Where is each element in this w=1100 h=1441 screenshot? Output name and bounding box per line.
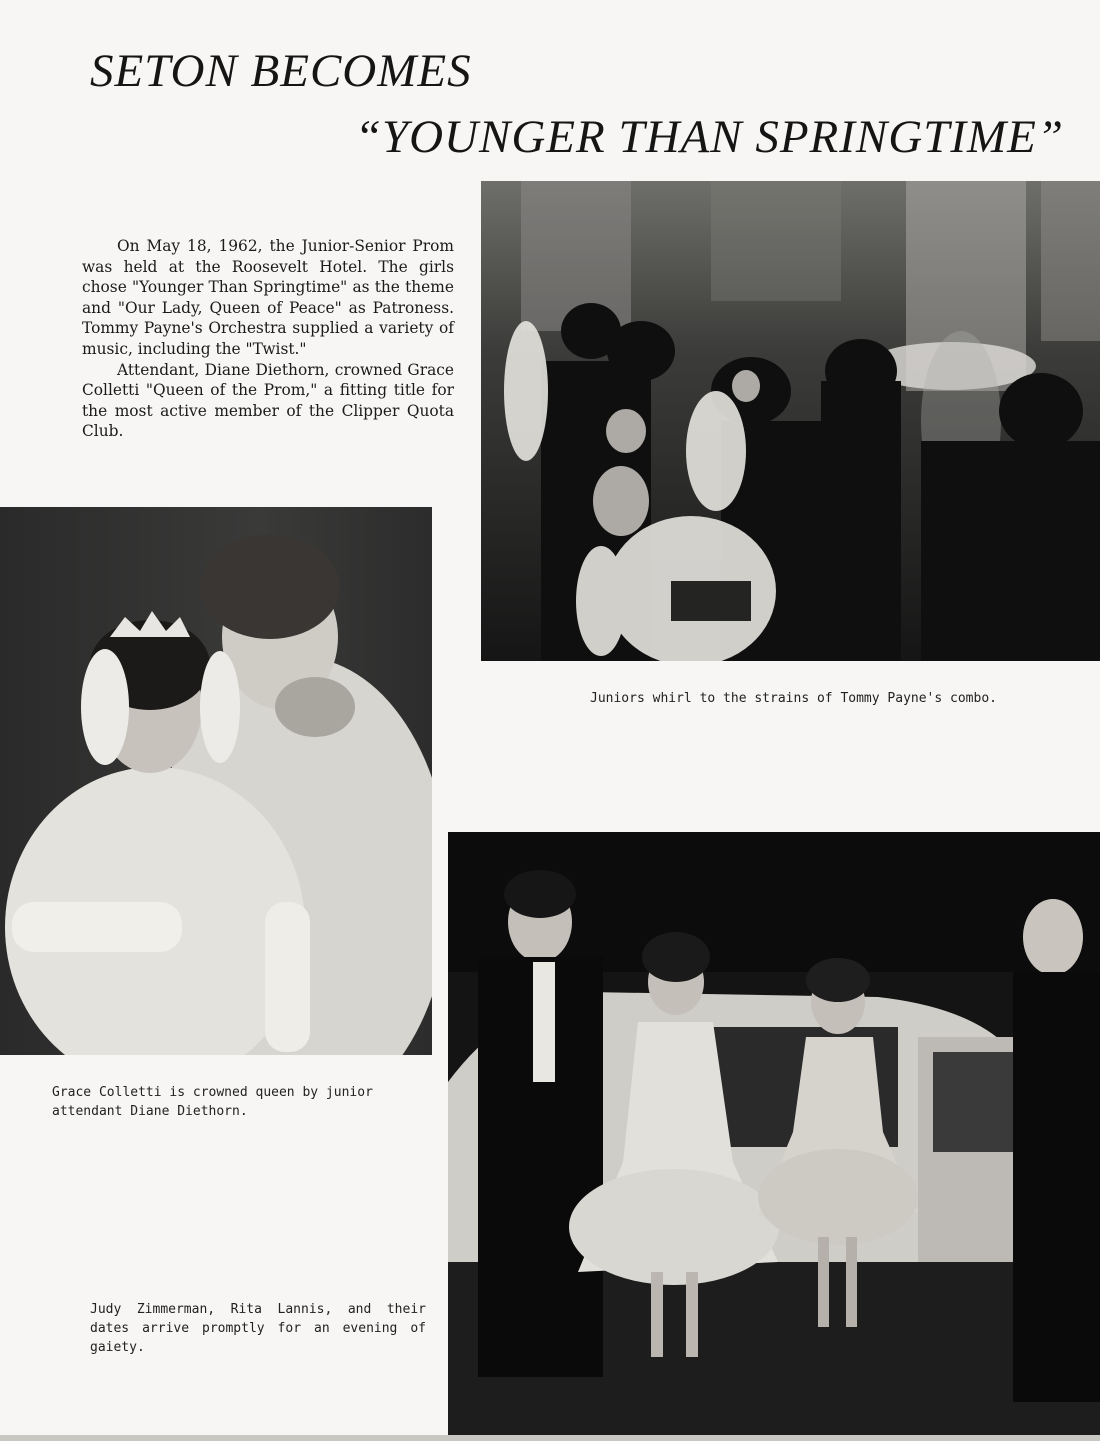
article-paragraph-2: Attendant, Diane Diethorn, crowned Grace Colletti "Queen of the Prom," a fitting title for the most active member of the Clipper Quota Club. bbox=[82, 360, 454, 441]
article-paragraph-1: On May 18, 1962, the Junior-Senior Prom was held at the Roosevelt Hotel. The girls chose "Younger Than Springtime" as the theme and "Our Lady, Queen of Peace" as Patroness. Tommy Payne's Orchestra supplied a variety of music, including the "Twist." bbox=[82, 237, 454, 358]
page-bottom-edge bbox=[0, 1435, 1100, 1441]
page-title-line-2: “YOUNGER THAN SPRINGTIME” bbox=[354, 111, 1064, 163]
arrival-photo-caption: Judy Zimmerman, Rita Lannis, and their dates arrive promptly for an evening of gaiety. bbox=[90, 1302, 426, 1355]
arrival-photo bbox=[448, 832, 1100, 1435]
crowning-photo-caption: Grace Colletti is crowned queen by junior attendant Diane Diethorn. bbox=[52, 1085, 373, 1119]
dance-photo-caption: Juniors whirl to the strains of Tommy Payne's combo. bbox=[590, 691, 997, 706]
dance-floor-photo bbox=[481, 181, 1100, 661]
article-text bbox=[82, 236, 454, 442]
page-title-line-1: SETON BECOMES bbox=[90, 45, 472, 97]
crowning-photo bbox=[0, 507, 432, 1055]
